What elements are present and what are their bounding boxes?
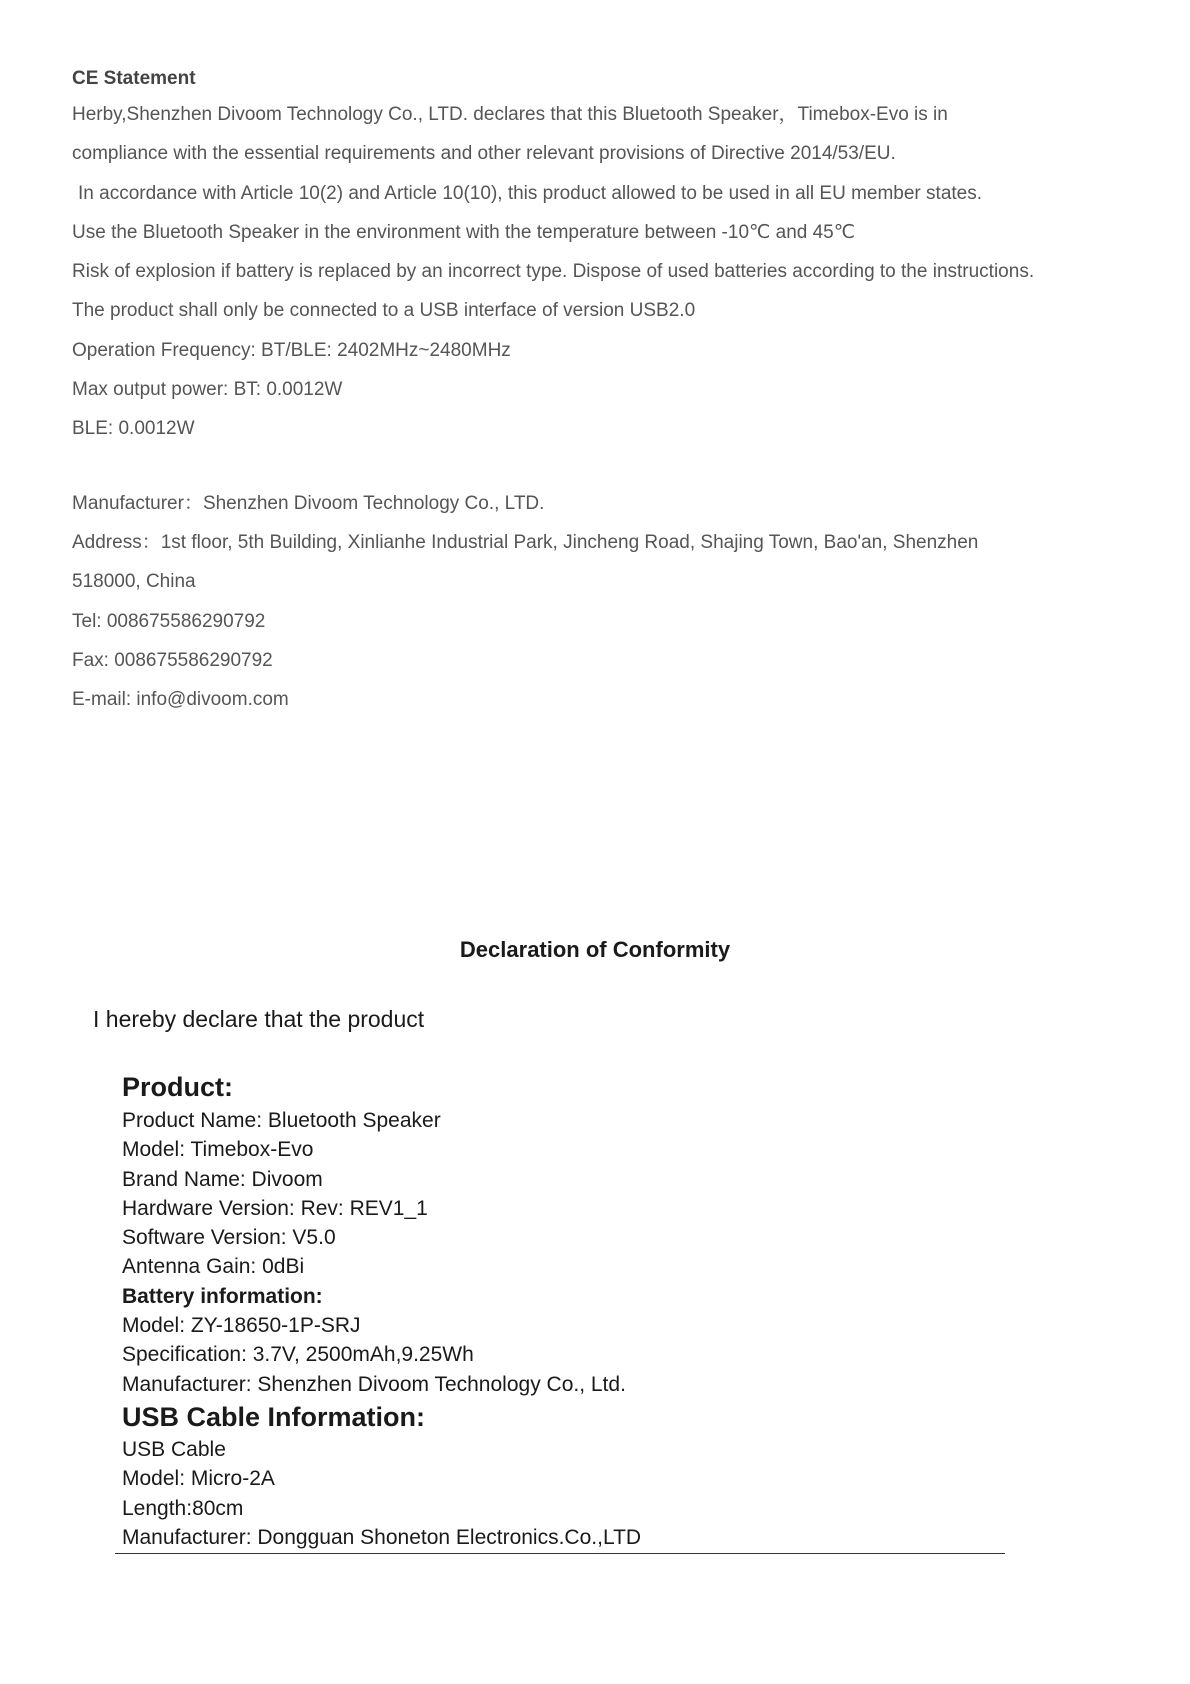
ce-line: Operation Frequency: BT/BLE: 2402MHz~2480MHz: [72, 339, 511, 361]
bottom-divider: [115, 1553, 1005, 1554]
product-heading: Product:: [122, 1072, 233, 1102]
battery-line: Specification: 3.7V, 2500mAh,9.25Wh: [122, 1343, 474, 1367]
declaration-title-text: Declaration of Conformity: [459, 937, 731, 962]
product-line: Brand Name: Divoom: [122, 1167, 323, 1191]
address-line: Address：1st floor, 5th Building, Xinlianhe Industrial Park, Jincheng Road, Shajing Town, Bao'an, Shenzhen: [72, 531, 979, 553]
product-line: Software Version: V5.0: [122, 1226, 336, 1250]
ce-line: BLE: 0.0012W: [72, 418, 195, 440]
ce-line: Use the Bluetooth Speaker in the environment with the temperature between -10℃ and 45℃: [72, 221, 856, 243]
ce-line: Risk of explosion if battery is replaced by an incorrect type. Dispose of used batteries according to the instructions.: [72, 261, 1035, 283]
ce-line: compliance with the essential requirements and other relevant provisions of Directive 2014/53/EU.: [72, 143, 896, 165]
ce-line: Herby,Shenzhen Divoom Technology Co., LTD. declares that this Bluetooth Speaker，Timebox-Evo is in: [72, 104, 948, 125]
usb-line: Manufacturer: Dongguan Shoneton Electronics.Co.,LTD: [122, 1525, 642, 1549]
ce-statement-title: CE Statement: [72, 68, 196, 89]
product-line: Product Name: Bluetooth Speaker: [122, 1109, 441, 1132]
ce-statement-section: [72, 63, 1152, 719]
usb-line: USB Cable: [122, 1437, 226, 1461]
declaration-title: [0, 935, 1190, 965]
ce-line: Max output power: BT: 0.0012W: [72, 379, 343, 401]
manufacturer-line: Manufacturer：Shenzhen Divoom Technology Co., LTD.: [72, 492, 545, 514]
ce-spacer: [72, 449, 1152, 484]
battery-heading: Battery information:: [122, 1284, 323, 1308]
address-line-2: 518000, China: [72, 571, 196, 593]
product-line: Model: Timebox-Evo: [122, 1138, 314, 1162]
tel-line: Tel: 008675586290792: [72, 610, 266, 632]
fax-line: Fax: 008675586290792: [72, 649, 273, 671]
usb-line: Model: Micro-2A: [122, 1467, 275, 1491]
battery-line: Manufacturer: Shenzhen Divoom Technology Co., Ltd.: [122, 1372, 626, 1396]
usb-line: Length:80cm: [122, 1496, 244, 1520]
product-info-block: [122, 1068, 1022, 1552]
product-line: Hardware Version: Rev: REV1_1: [122, 1196, 428, 1220]
declare-statement: I hereby declare that the product: [93, 1006, 425, 1032]
battery-line: Model: ZY-18650-1P-SRJ: [122, 1314, 361, 1338]
email-line: E-mail: info@divoom.com: [72, 689, 289, 711]
usb-heading: USB Cable Information:: [122, 1401, 426, 1432]
ce-line: In accordance with Article 10(2) and Article 10(10), this product allowed to be used in all EU member states.: [78, 182, 983, 204]
product-line: Antenna Gain: 0dBi: [122, 1255, 305, 1279]
ce-line: The product shall only be connected to a USB interface of version USB2.0: [72, 300, 696, 322]
